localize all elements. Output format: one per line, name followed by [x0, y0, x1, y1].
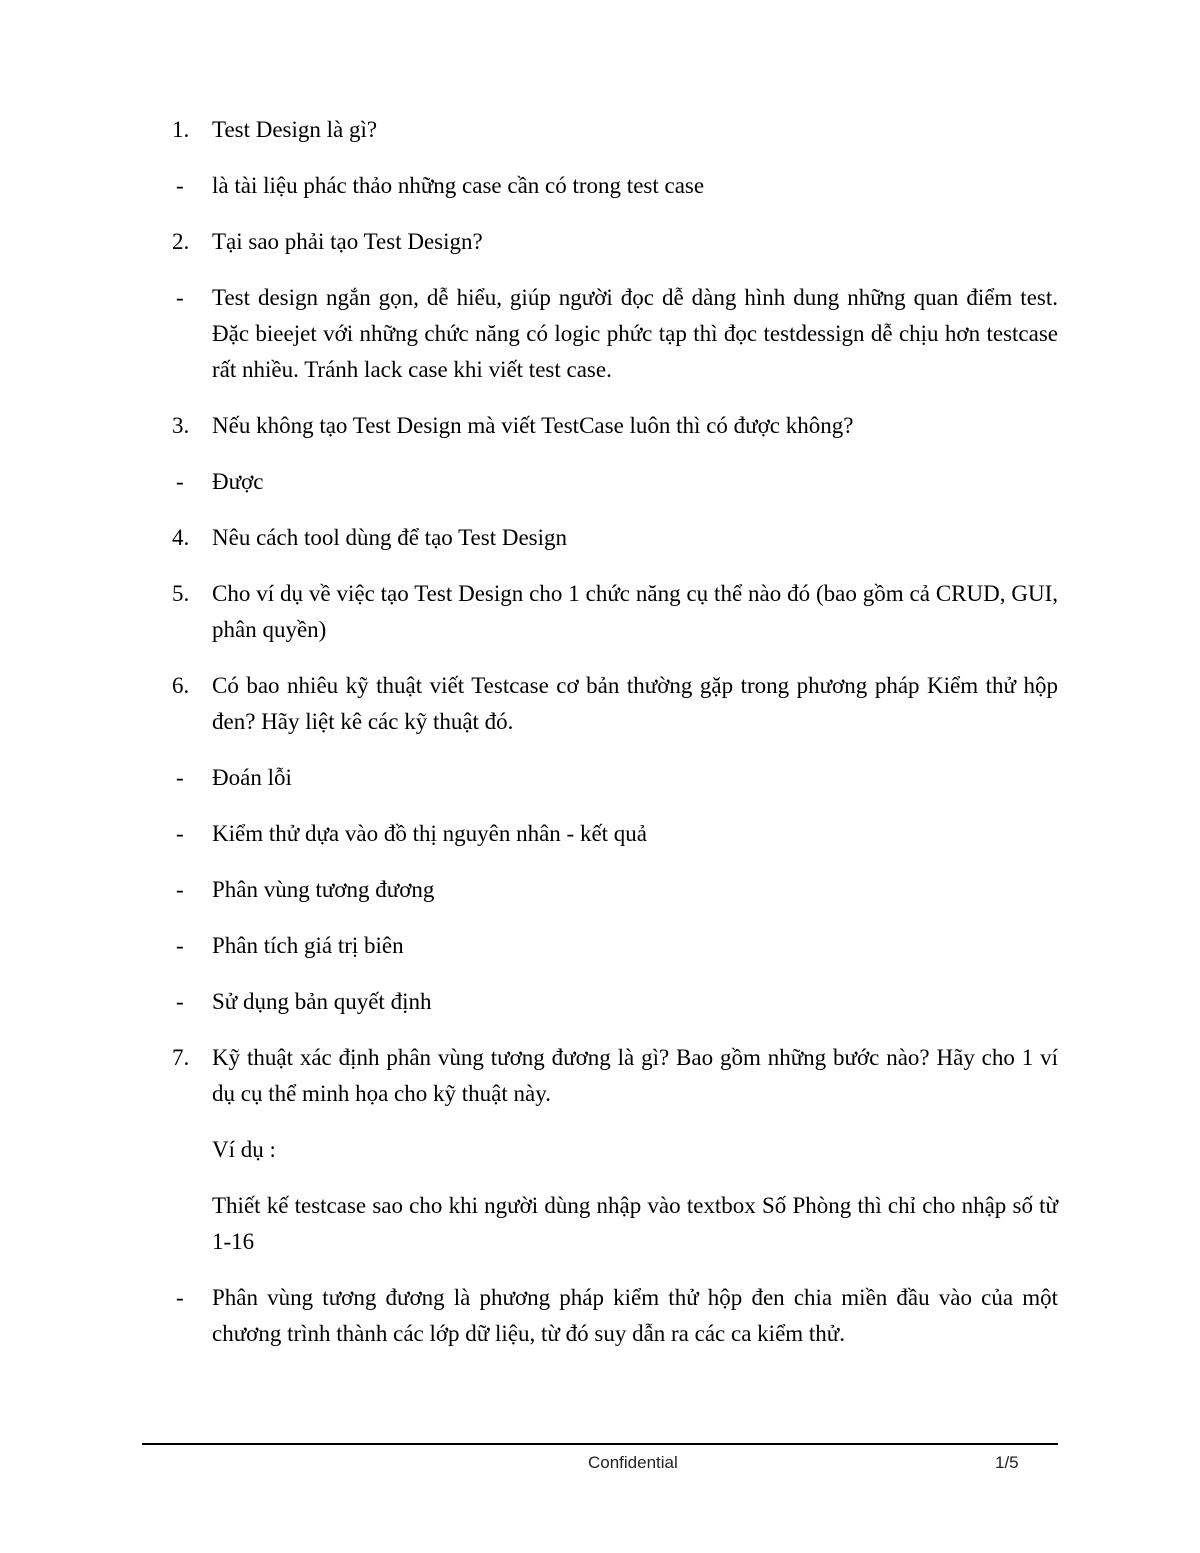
footer-confidential-label: Confidential	[588, 1453, 678, 1472]
list-item-text: Kỹ thuật xác định phân vùng tương đương là gì? Bao gồm những bước nào? Hãy cho 1 ví dụ cụ thể minh họa cho kỹ thuật này.	[212, 1045, 1058, 1106]
footer-page-number: 1/5	[995, 1453, 1019, 1472]
list-number: 3.	[172, 413, 190, 438]
list-number: 1.	[172, 117, 190, 142]
numbered-question	[172, 408, 1058, 444]
list-item-text: là tài liệu phác thảo những case cần có trong test case	[212, 173, 705, 198]
list-item-text: Kiểm thử dựa vào đồ thị nguyên nhân - kết quả	[212, 821, 648, 846]
bullet-answer	[172, 760, 1058, 796]
list-dash: -	[176, 933, 184, 958]
list-item-text: Đoán lỗi	[212, 765, 292, 790]
list-dash: -	[176, 1285, 184, 1310]
numbered-question	[172, 520, 1058, 556]
bullet-answer	[172, 984, 1058, 1020]
list-item-text: Cho ví dụ về việc tạo Test Design cho 1 chức năng cụ thể nào đó (bao gồm cả CRUD, GUI, phân quyền)	[212, 581, 1058, 642]
footer-divider	[142, 1443, 1058, 1445]
bullet-answer	[172, 464, 1058, 500]
bullet-answer	[172, 280, 1058, 388]
list-item-text: Phân tích giá trị biên	[212, 933, 404, 958]
list-item-text: Test Design là gì?	[212, 117, 378, 142]
list-dash: -	[176, 877, 184, 902]
list-item-text: Nếu không tạo Test Design mà viết TestCase luôn thì có được không?	[212, 413, 854, 438]
list-item-text: Được	[212, 469, 264, 494]
numbered-question	[172, 224, 1058, 260]
list-item-text: Tại sao phải tạo Test Design?	[212, 229, 483, 254]
bullet-answer	[172, 928, 1058, 964]
list-number: 5.	[172, 581, 190, 606]
list-dash: -	[176, 765, 184, 790]
list-dash: -	[176, 173, 184, 198]
list-dash: -	[176, 469, 184, 494]
paragraph: Ví dụ :	[212, 1137, 276, 1162]
list-item-text: Sử dụng bản quyết định	[212, 989, 432, 1014]
bullet-answer	[172, 168, 1058, 204]
bullet-answer	[172, 816, 1058, 852]
list-dash: -	[176, 989, 184, 1014]
numbered-question	[172, 1040, 1058, 1112]
bullet-answer	[172, 872, 1058, 908]
list-item-text: Test design ngắn gọn, dễ hiểu, giúp người đọc dễ dàng hình dung những quan điểm test. Đặc bieejet với những chức năng có logic phức tạp thì đọc testdessign dễ chịu hơn testcase rất nhiều. Tránh lack case khi viết test case.	[212, 285, 1058, 382]
list-number: 6.	[172, 673, 190, 698]
list-number: 7.	[172, 1045, 190, 1070]
list-dash: -	[176, 821, 184, 846]
numbered-question	[172, 112, 1058, 148]
list-item-text: Phân vùng tương đương là phương pháp kiểm thử hộp đen chia miền đầu vào của một chương trình thành các lớp dữ liệu, từ đó suy dẫn ra các ca kiểm thử.	[212, 1285, 1058, 1346]
list-number: 2.	[172, 229, 190, 254]
list-dash: -	[176, 285, 184, 310]
list-item-text: Có bao nhiêu kỹ thuật viết Testcase cơ bản thường gặp trong phương pháp Kiểm thử hộp đen? Hãy liệt kê các kỹ thuật đó.	[212, 673, 1058, 734]
numbered-question	[172, 668, 1058, 740]
bullet-answer	[172, 1280, 1058, 1352]
list-item-text: Nêu cách tool dùng để tạo Test Design	[212, 525, 568, 550]
list-number: 4.	[172, 525, 190, 550]
paragraph: Thiết kế testcase sao cho khi người dùng nhập vào textbox Số Phòng thì chỉ cho nhập số từ 1-16	[212, 1193, 1058, 1254]
document-body	[172, 112, 1058, 1372]
numbered-question	[172, 576, 1058, 648]
list-item-text: Phân vùng tương đương	[212, 877, 435, 902]
